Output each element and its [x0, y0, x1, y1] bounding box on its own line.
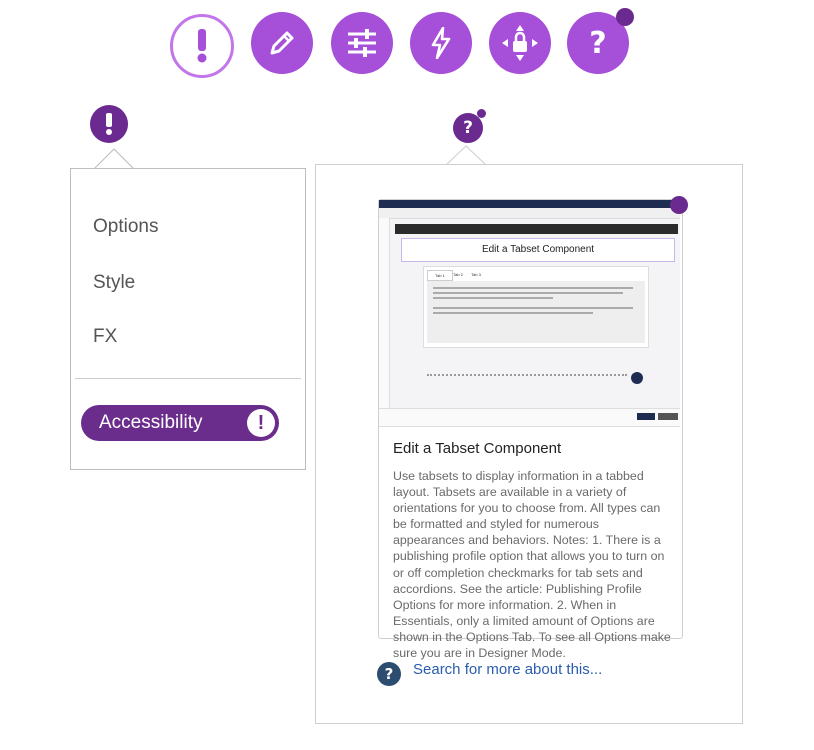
- preview-heading-box: [401, 238, 675, 262]
- search-help-icon: [377, 662, 401, 686]
- accessibility-label: Accessibility: [99, 412, 203, 433]
- accessibility-button[interactable]: [81, 405, 279, 441]
- options-panel: [70, 168, 306, 470]
- icon-row: [427, 374, 627, 384]
- text-line: [433, 312, 593, 314]
- help-panel-pointer: [446, 144, 486, 166]
- preview-tab-2: Tab 2: [453, 272, 463, 277]
- style-menu-item[interactable]: Style: [93, 272, 136, 293]
- preview-editor-bar: [395, 224, 678, 234]
- footer-button: [658, 413, 678, 420]
- search-more-link[interactable]: Search for more about this...: [413, 661, 603, 678]
- preview-tab-content: [427, 281, 645, 343]
- preview-heading: Edit a Tabset Component: [481, 244, 595, 255]
- question-icon: ?: [384, 665, 394, 683]
- add-icon: [631, 372, 643, 384]
- move-lock-tool-button[interactable]: [489, 12, 551, 74]
- text-line: [433, 307, 633, 309]
- move-lock-icon: [500, 23, 540, 63]
- preview-component-row: [423, 368, 647, 390]
- text-line: [433, 297, 553, 299]
- lightning-icon: [429, 27, 453, 59]
- exclamation-icon: !: [247, 409, 275, 437]
- preview-tab-1: Tab 1: [427, 270, 453, 281]
- question-notification-dot: [616, 8, 634, 26]
- options-menu-item[interactable]: Options: [93, 216, 159, 237]
- pencil-icon: [267, 28, 297, 58]
- fx-menu-item[interactable]: FX: [93, 326, 118, 347]
- exclamation-marker: [90, 105, 128, 143]
- help-article-card[interactable]: [378, 199, 683, 661]
- text-line: [433, 287, 633, 289]
- sliders-icon: [345, 28, 379, 58]
- preview-footer: [379, 408, 680, 427]
- footer-button: [637, 413, 655, 420]
- question-icon: ?: [463, 118, 473, 138]
- sliders-tool-button[interactable]: [331, 12, 393, 74]
- lightning-tool-button[interactable]: [410, 12, 472, 74]
- text-line: [433, 292, 623, 294]
- preview-sidebar: [379, 218, 390, 408]
- help-notification-dot: [477, 109, 486, 118]
- preview-top-bar: [379, 200, 680, 208]
- article-title: Edit a Tabset Component: [393, 440, 562, 457]
- question-icon: ?: [589, 25, 607, 61]
- divider: [75, 378, 301, 379]
- exclamation-icon: [105, 113, 113, 135]
- exclamation-tool-button[interactable]: [170, 14, 234, 78]
- exclamation-icon: [195, 29, 209, 63]
- preview-menu-bar: [379, 208, 680, 219]
- pencil-tool-button[interactable]: [251, 12, 313, 74]
- preview-tab-3: Tab 3: [471, 272, 481, 277]
- options-panel-pointer: [94, 146, 134, 170]
- preview-tabset: [423, 266, 649, 348]
- article-preview-image: [379, 200, 680, 427]
- help-panel: [315, 164, 743, 724]
- article-description: Use tabsets to display information in a tabbed layout. Tabsets are available in a variety of orientations for you to choose from. All types can be formatted and styled for numerous appearances and behaviors. Notes: 1. There is a publishing profile option that allows you to turn on or off completion checkmarks for tab sets and accordions. See the article: Publishing Profile Options for more information. 2. When in Essentials, only a limited amount of Options are shown in the Options Tab. To see all Options make sure you are in Designer Mode.: [393, 469, 671, 661]
- preview-notification-dot: [670, 196, 688, 214]
